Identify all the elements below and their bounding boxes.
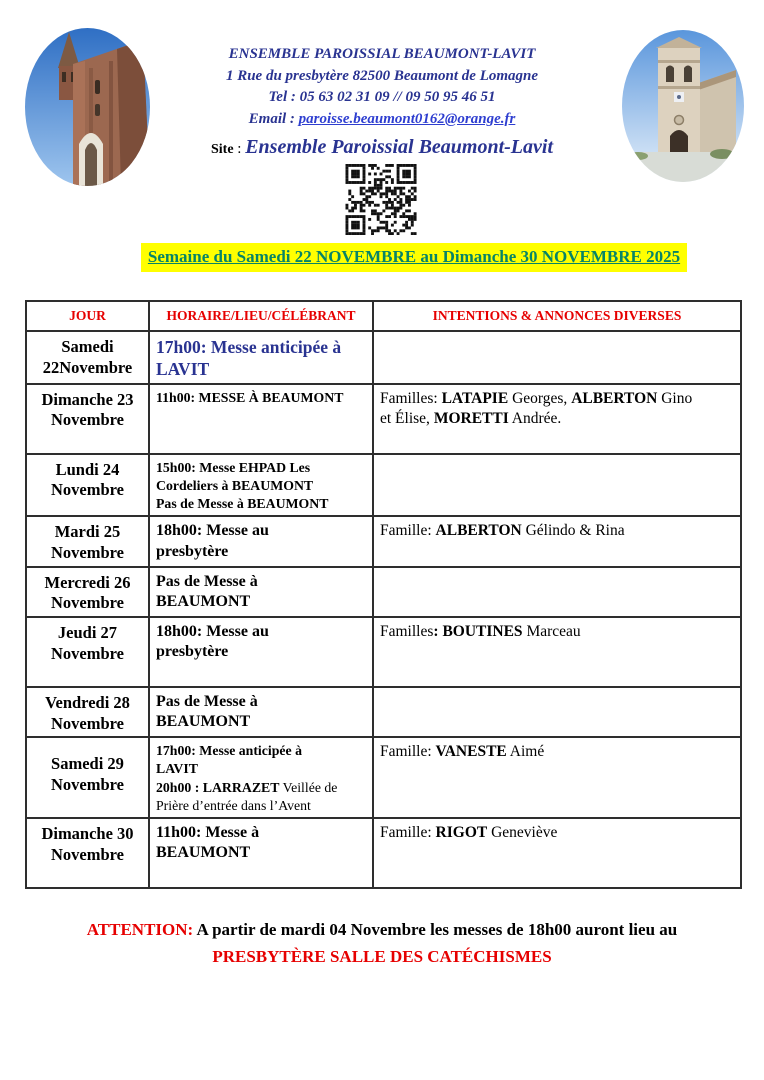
text-segment: Famille: bbox=[380, 522, 436, 540]
intentions-cell bbox=[373, 737, 741, 818]
col-header-jour: JOUR bbox=[26, 301, 149, 331]
org-site-line bbox=[152, 134, 612, 163]
org-name: ENSEMBLE PAROISSIAL BEAUMONT-LAVIT bbox=[228, 46, 536, 62]
attention-location: PRESBYTÈRE SALLE DES CATÉCHISMES bbox=[212, 947, 552, 967]
table-row bbox=[26, 567, 741, 617]
day-cell: Mardi 25 Novembre bbox=[26, 516, 149, 566]
text-segment: Pas de Messe à bbox=[156, 572, 258, 590]
attention-text: A partir de mardi 04 Novembre les messes de 18h00 auront lieu au bbox=[193, 920, 678, 939]
day-cell: Vendredi 28 Novembre bbox=[26, 687, 149, 737]
text-segment: et Élise, bbox=[380, 410, 434, 428]
text-segment: Gino bbox=[657, 389, 693, 407]
week-title: Semaine du Samedi 22 NOVEMBRE au Dimanche 30 NOVEMBRE 2025 bbox=[141, 243, 687, 272]
text-segment: 15h00: Messe EHPAD Les bbox=[156, 459, 311, 475]
text-segment: Marceau bbox=[522, 622, 581, 640]
text-segment: MORETTI bbox=[433, 410, 509, 428]
qr-pattern bbox=[344, 164, 418, 235]
text-segment: Familles bbox=[380, 622, 434, 640]
text-segment: 17h00: Messe anticipée à bbox=[156, 337, 342, 357]
table-row bbox=[26, 818, 741, 888]
text-segment: BEAUMONT bbox=[156, 844, 251, 862]
intentions-cell bbox=[373, 454, 741, 517]
col-header-horaire: HORAIRE/LIEU/CÉLÉBRANT bbox=[149, 301, 373, 331]
text-segment: ALBERTON bbox=[571, 389, 658, 407]
schedule-table bbox=[25, 300, 742, 889]
text-segment: LAVIT bbox=[156, 359, 210, 380]
intentions-cell bbox=[373, 617, 741, 687]
text-segment: Gélindo & Rina bbox=[521, 522, 625, 540]
text-segment: Veillée de Prière d’entrée dans l’Avent bbox=[156, 779, 338, 813]
text-segment: presbytère bbox=[156, 542, 229, 560]
horaire-cell bbox=[149, 687, 373, 737]
text-segment: Familles: bbox=[380, 389, 442, 407]
text-segment: Aimé bbox=[506, 743, 545, 761]
intentions-cell bbox=[373, 818, 741, 888]
horaire-cell bbox=[149, 454, 373, 517]
table-row bbox=[26, 516, 741, 566]
table-row bbox=[26, 617, 741, 687]
table-row bbox=[26, 331, 741, 384]
text-segment: BEAUMONT bbox=[156, 713, 251, 731]
stone-church-illustration bbox=[622, 30, 744, 182]
parish-header bbox=[152, 44, 612, 163]
text-segment: Pas de Messe à bbox=[156, 692, 258, 710]
site-separator: : bbox=[233, 141, 246, 157]
text-segment: LAVIT bbox=[156, 761, 198, 777]
text-segment: Famille: bbox=[380, 743, 436, 761]
text-segment: BOUTINES bbox=[442, 622, 523, 640]
site-label: Site bbox=[210, 142, 234, 157]
day-cell: Jeudi 27 Novembre bbox=[26, 617, 149, 687]
church-photo-lavit bbox=[622, 30, 744, 182]
site-name: Ensemble Paroissial Beaumont-Lavit bbox=[245, 136, 554, 158]
brick-church-illustration bbox=[25, 28, 150, 186]
email-label: Email : bbox=[248, 110, 299, 127]
day-cell: Dimanche 30 Novembre bbox=[26, 818, 149, 888]
text-segment: : bbox=[433, 622, 439, 640]
table-row bbox=[26, 737, 741, 818]
org-phone: Tel : 05 63 02 31 09 // 09 50 95 46 51 bbox=[268, 89, 496, 105]
horaire-cell bbox=[149, 567, 373, 617]
table-row bbox=[26, 687, 741, 737]
text-segment: presbytère bbox=[156, 643, 229, 661]
title-row bbox=[0, 243, 764, 272]
text-segment: ALBERTON bbox=[435, 522, 522, 540]
horaire-cell bbox=[149, 617, 373, 687]
text-segment: Cordeliers à BEAUMONT bbox=[156, 477, 314, 493]
church-photo-beaumont bbox=[25, 28, 150, 186]
day-cell: Lundi 24 Novembre bbox=[26, 454, 149, 517]
day-cell: Samedi 29 Novembre bbox=[26, 737, 149, 818]
horaire-cell bbox=[149, 818, 373, 888]
horaire-cell bbox=[149, 737, 373, 818]
text-segment: 11h00: MESSE À BEAUMONT bbox=[156, 389, 344, 405]
col-header-intentions: INTENTIONS & ANNONCES DIVERSES bbox=[373, 301, 741, 331]
text-segment: 20h00 : LARRAZET bbox=[156, 779, 280, 795]
horaire-cell bbox=[149, 331, 373, 384]
text-segment: RIGOT bbox=[435, 823, 488, 841]
intentions-cell bbox=[373, 384, 741, 454]
text-segment: 17h00: Messe anticipée à bbox=[156, 743, 302, 759]
text-segment: LATAPIE bbox=[441, 389, 509, 407]
horaire-cell bbox=[149, 384, 373, 454]
intentions-cell bbox=[373, 331, 741, 384]
text-segment: Georges, bbox=[508, 389, 572, 407]
text-segment: Andrée. bbox=[508, 410, 562, 428]
org-email-line bbox=[152, 109, 612, 131]
text-segment: Famille: bbox=[380, 823, 436, 841]
intentions-cell bbox=[373, 687, 741, 737]
text-segment: 11h00: Messe à bbox=[156, 823, 260, 841]
day-cell: Dimanche 23 Novembre bbox=[26, 384, 149, 454]
qr-code bbox=[344, 164, 418, 235]
text-segment: Pas de Messe à BEAUMONT bbox=[156, 496, 329, 512]
text-segment: BEAUMONT bbox=[156, 593, 251, 611]
org-address: 1 Rue du presbytère 82500 Beaumont de Lomagne bbox=[225, 67, 539, 84]
intentions-cell bbox=[373, 516, 741, 566]
text-segment: 18h00: Messe au bbox=[156, 622, 269, 640]
text-segment: 18h00: Messe au bbox=[156, 522, 269, 540]
horaire-cell bbox=[149, 516, 373, 566]
table-row bbox=[26, 454, 741, 517]
day-cell: Samedi 22Novembre bbox=[26, 331, 149, 384]
attention-label: ATTENTION: bbox=[86, 920, 194, 939]
table-header-row bbox=[26, 301, 741, 331]
text-segment: VANESTE bbox=[435, 743, 507, 761]
text-segment: Geneviève bbox=[487, 823, 558, 841]
attention-notice bbox=[0, 916, 764, 970]
table-row bbox=[26, 384, 741, 454]
day-cell: Mercredi 26 Novembre bbox=[26, 567, 149, 617]
email-link[interactable]: paroisse.beaumont0162@orange.fr bbox=[298, 110, 516, 127]
intentions-cell bbox=[373, 567, 741, 617]
